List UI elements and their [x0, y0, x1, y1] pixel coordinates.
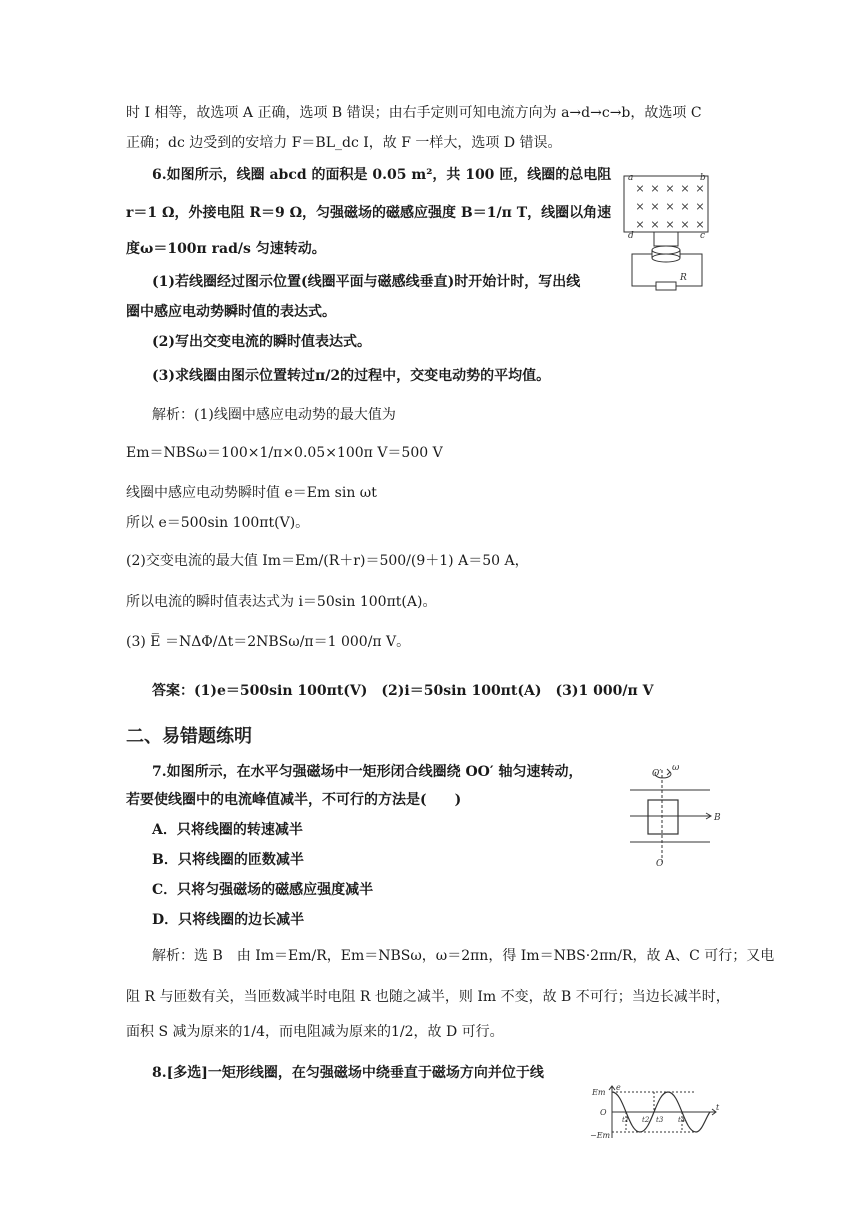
- label-d: d: [628, 231, 634, 241]
- label-omega: ω: [672, 763, 680, 773]
- question-6-line: r＝1 Ω，外接电阻 R＝9 Ω，匀强磁场的磁感应强度 B＝1/π T，线圈以角速: [126, 205, 612, 221]
- emf-time-graph: [590, 1082, 722, 1144]
- solution-line: 阻 R 与匝数有关，当匝数减半时电阻 R 也随之减半，则 Im 不变，故 B 不可行；当边长减半时，: [126, 989, 730, 1005]
- solution-line: (2)交变电流的最大值 Im＝Em/(R＋r)＝500/(9＋1) A＝50 A，: [126, 553, 529, 569]
- label-b: b: [700, 173, 706, 183]
- svg-text:×: ×: [665, 182, 675, 195]
- label-t: t: [716, 1103, 720, 1112]
- question-7-line: 7.如图所示，在水平匀强磁场中一矩形闭合线圈绕 OO′ 轴匀速转动，: [152, 764, 583, 780]
- section-heading: 二、易错题练明: [126, 726, 252, 747]
- text-line: 时 I 相等，故选项 A 正确，选项 B 错误；由右手定则可知电流方向为 a→d→c→b，故选项 C: [126, 105, 702, 121]
- option-a: A．只将线圈的转速减半: [152, 822, 303, 838]
- question-6-line: (2)写出交变电流的瞬时值表达式。: [152, 334, 371, 350]
- option-c: C．只将匀强磁场的磁感应强度减半: [152, 882, 374, 898]
- label-o: O: [656, 859, 664, 869]
- svg-text:×: ×: [680, 182, 690, 195]
- option-d: D．只将线圈的边长减半: [152, 912, 305, 928]
- solution-line: 解析：(1)线圈中感应电动势的最大值为: [152, 407, 396, 423]
- text-line: 正确；dc 边受到的安培力 F＝BL_dc I，故 F 一样大，选项 D 错误。: [126, 135, 562, 151]
- svg-text:×: ×: [650, 182, 660, 195]
- solution-line: (3) E̅ ＝NΔΦ/Δt＝2NBSω/π＝1 000/π V。: [126, 634, 411, 650]
- label-o-prime: O′: [652, 769, 662, 779]
- svg-text:×: ×: [665, 200, 675, 213]
- label-t3: t3: [656, 1116, 664, 1124]
- coil-circuit-figure: [614, 168, 718, 296]
- solution-line: 所以 e＝500sin 100πt(V)。: [126, 515, 310, 531]
- svg-text:×: ×: [680, 200, 690, 213]
- question-6-line: (1)若线圈经过图示位置(线圈平面与磁感线垂直)时开始计时，写出线: [152, 274, 581, 290]
- answer-line: 答案：(1)e＝500sin 100πt(V) (2)i＝50sin 100πt(A) (3)1 000/π V: [152, 683, 654, 699]
- label-t4: t4: [678, 1116, 686, 1124]
- svg-text:×: ×: [665, 218, 675, 231]
- solution-line: 面积 S 减为原来的1/4，而电阻减为原来的1/2，故 D 可行。: [126, 1024, 504, 1040]
- label-origin: O: [600, 1108, 607, 1117]
- svg-text:×: ×: [680, 218, 690, 231]
- svg-text:×: ×: [695, 200, 705, 213]
- option-b: B．只将线圈的匝数减半: [152, 852, 304, 868]
- label-R: R: [680, 273, 687, 283]
- question-8-line: 8.[多选]一矩形线圈，在匀强磁场中绕垂直于磁场方向并位于线: [152, 1065, 544, 1081]
- label-Em: Em: [592, 1088, 606, 1097]
- question-6-line: 6.如图所示，线圈 abcd 的面积是 0.05 m²，共 100 匝，线圈的总电阻: [152, 167, 612, 183]
- label-c: c: [700, 231, 706, 241]
- label-e: e: [616, 1083, 621, 1092]
- rotating-loop-figure: [626, 762, 722, 872]
- svg-text:×: ×: [635, 218, 645, 231]
- label-t2: t2: [642, 1116, 650, 1124]
- label-a: a: [628, 173, 634, 183]
- label-B: B: [714, 813, 721, 823]
- solution-line: Em＝NBSω＝100×1/π×0.05×100π V＝500 V: [126, 445, 443, 461]
- label-t1: t1: [622, 1116, 630, 1124]
- svg-text:×: ×: [635, 182, 645, 195]
- label-neg-Em: −Em: [590, 1131, 611, 1140]
- question-6-line: 圈中感应电动势瞬时值的表达式。: [126, 304, 336, 320]
- svg-text:×: ×: [635, 200, 645, 213]
- svg-text:×: ×: [650, 218, 660, 231]
- solution-line: 线圈中感应电动势瞬时值 e＝Em sin ωt: [126, 485, 377, 501]
- svg-text:×: ×: [695, 218, 705, 231]
- question-6-line: 度ω＝100π rad/s 匀速转动。: [126, 241, 326, 257]
- solution-line: 解析：选 B 由 Im＝Em/R，Em＝NBSω，ω＝2πn，得 Im＝NBS·2πn/R，故 A、C 可行；又电: [152, 948, 775, 964]
- svg-text:×: ×: [650, 200, 660, 213]
- question-6-line: (3)求线圈由图示位置转过π/2的过程中，交变电动势的平均值。: [152, 368, 551, 384]
- solution-line: 所以电流的瞬时值表达式为 i＝50sin 100πt(A)。: [126, 594, 437, 610]
- question-7-line: 若要使线圈中的电流峰值减半，不可行的方法是( ): [126, 792, 462, 808]
- svg-text:×: ×: [695, 182, 705, 195]
